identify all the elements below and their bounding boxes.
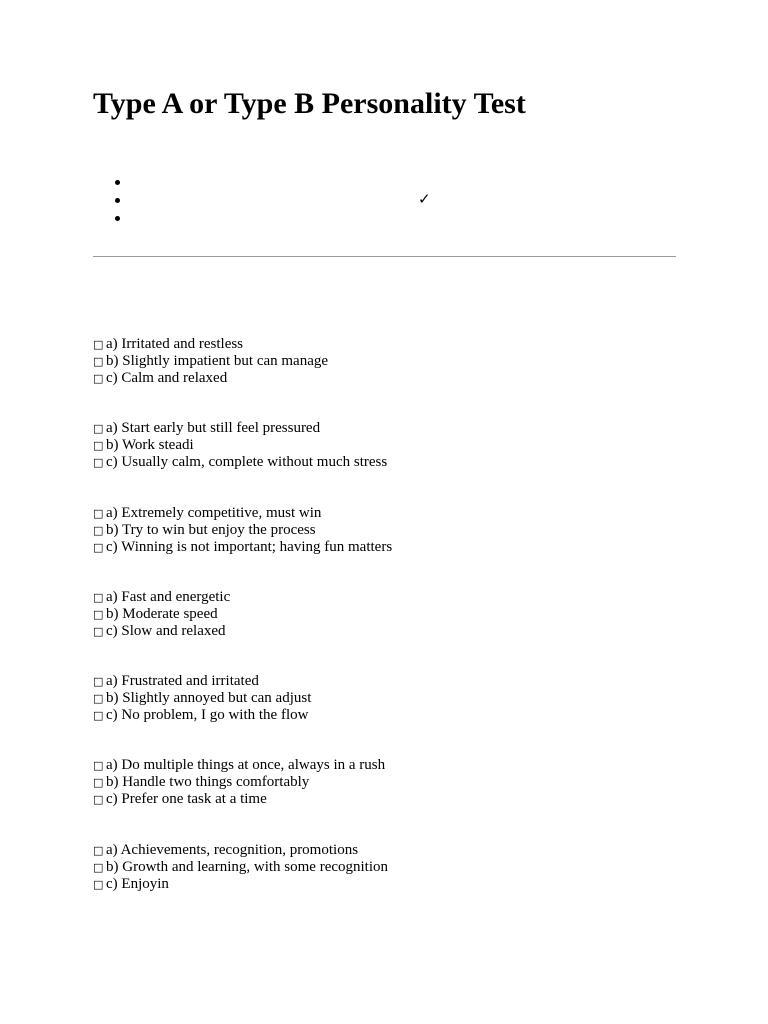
- answer-option-label: a) Frustrated and irritated: [106, 673, 259, 690]
- answer-option-label: a) Achievements, recognition, promotions: [106, 841, 359, 858]
- answer-option[interactable]: [93, 623, 693, 640]
- answer-option[interactable]: [93, 707, 693, 724]
- answer-option[interactable]: [93, 420, 693, 437]
- checkbox-icon[interactable]: □: [93, 793, 104, 807]
- answer-option-label: a) Fast and energetic: [106, 588, 231, 605]
- answer-option[interactable]: [93, 876, 693, 893]
- answer-option-label: c) No problem, I go with the flow: [106, 707, 309, 724]
- answer-option-label: a) Irritated and restless: [106, 336, 244, 352]
- answer-option[interactable]: [93, 336, 693, 353]
- checkbox-icon[interactable]: □: [93, 860, 104, 874]
- answer-option[interactable]: [93, 437, 693, 454]
- page-title: Type A or Type B Personality Test: [93, 87, 526, 120]
- answer-option-label: c) Calm and relaxed: [106, 370, 228, 386]
- answer-option-label: a) Do multiple things at once, always in a rush: [106, 757, 386, 774]
- answer-option[interactable]: [93, 791, 693, 808]
- checkbox-icon[interactable]: □: [93, 709, 104, 723]
- bullet-dot-icon: [115, 180, 120, 185]
- checkbox-icon[interactable]: □: [93, 590, 104, 604]
- checkbox-icon[interactable]: □: [93, 877, 104, 891]
- checkbox-icon[interactable]: □: [93, 338, 104, 351]
- answer-option[interactable]: [93, 757, 693, 774]
- answer-option-label: b) Slightly impatient but can manage: [106, 353, 329, 369]
- answer-option-label: c) Winning is not important; having fun matters: [106, 538, 393, 555]
- checkbox-icon[interactable]: □: [93, 776, 104, 790]
- bullet-dot-icon: [115, 216, 120, 221]
- question-block: [93, 420, 693, 504]
- question-list: [93, 336, 693, 926]
- checkbox-icon[interactable]: □: [93, 439, 104, 453]
- checkbox-icon[interactable]: □: [93, 372, 104, 385]
- bullet-list: [93, 174, 653, 228]
- divider: [93, 256, 676, 257]
- answer-option-label: c) Enjoyin: [106, 875, 169, 892]
- answer-option-label: b) Handle two things comfortably: [106, 774, 310, 791]
- checkbox-icon[interactable]: □: [93, 422, 104, 436]
- answer-option[interactable]: [93, 842, 693, 859]
- checkbox-icon[interactable]: □: [93, 540, 104, 554]
- question-block: [93, 505, 693, 589]
- checkbox-icon[interactable]: □: [93, 624, 104, 638]
- question-block: [93, 757, 693, 841]
- answer-option[interactable]: [93, 606, 693, 623]
- checkbox-icon[interactable]: □: [93, 523, 104, 537]
- answer-option[interactable]: [93, 370, 693, 387]
- bullet-dot-icon: [115, 198, 120, 203]
- answer-option[interactable]: [93, 505, 693, 522]
- answer-option[interactable]: [93, 774, 693, 791]
- checkbox-icon[interactable]: □: [93, 759, 104, 773]
- question-block: [93, 842, 693, 926]
- bullet-item: [93, 192, 653, 210]
- answer-option[interactable]: [93, 522, 693, 539]
- checkbox-icon[interactable]: □: [93, 456, 104, 470]
- question-block: [93, 336, 693, 420]
- answer-option-label: b) Slightly annoyed but can adjust: [106, 690, 312, 707]
- answer-option[interactable]: [93, 539, 693, 556]
- question-block: [93, 673, 693, 757]
- checkbox-icon[interactable]: □: [93, 506, 104, 520]
- answer-option-label: a) Start early but still feel pressured: [106, 420, 321, 437]
- checkbox-icon[interactable]: □: [93, 692, 104, 706]
- checkmark-icon: ✓: [418, 190, 431, 208]
- answer-option-label: b) Growth and learning, with some recognition: [106, 858, 389, 875]
- answer-option-label: b) Try to win but enjoy the process: [106, 521, 316, 538]
- question-block: [93, 589, 693, 673]
- answer-option[interactable]: [93, 454, 693, 471]
- checkbox-icon[interactable]: □: [93, 355, 104, 368]
- checkbox-icon[interactable]: □: [93, 843, 104, 857]
- answer-option-label: c) Usually calm, complete without much stress: [106, 454, 388, 471]
- answer-option[interactable]: [93, 690, 693, 707]
- answer-option[interactable]: [93, 353, 693, 370]
- answer-option-label: c) Prefer one task at a time: [106, 791, 267, 808]
- bullet-item: [93, 210, 653, 228]
- answer-option-label: a) Extremely competitive, must win: [106, 504, 322, 521]
- checkbox-icon[interactable]: □: [93, 607, 104, 621]
- answer-option-label: c) Slow and relaxed: [106, 622, 226, 639]
- answer-option[interactable]: [93, 589, 693, 606]
- answer-option[interactable]: [93, 859, 693, 876]
- bullet-item: [93, 174, 653, 192]
- answer-option[interactable]: [93, 673, 693, 690]
- checkbox-icon[interactable]: □: [93, 675, 104, 689]
- answer-option-label: b) Work steadi: [106, 437, 194, 454]
- answer-option-label: b) Moderate speed: [106, 605, 218, 622]
